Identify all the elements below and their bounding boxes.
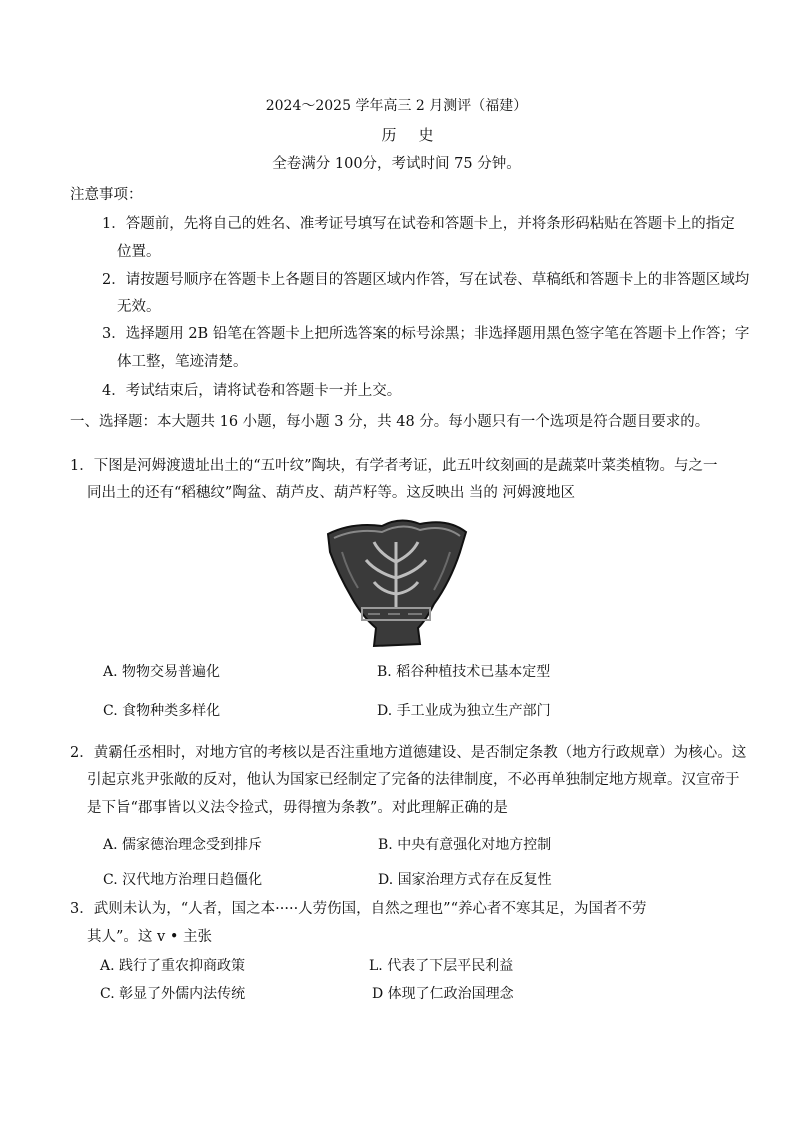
q2-option-c: C. 汉代地方治理日趋僵化 [103, 872, 263, 888]
q1-option-d: D. 手工业成为独立生产部门 [377, 703, 551, 719]
notice-item-2-line-1: 2．请按题号顺序在答题卡上各题目的答题区域内作答，写在试卷、草稿纸和答题卡上的非答题区域均 [102, 272, 750, 288]
q2-line-3: 是下旨“郡事皆以义法令捡式，毋得擅为条教”。对此理解正确的是 [87, 800, 508, 816]
exam-meta: 全卷满分 100分，考试时间 75 分钟。 [272, 156, 521, 172]
q3-option-a: A. 践行了重农抑商政策 [100, 958, 246, 974]
notice-item-2-line-2: 无效。 [117, 299, 161, 315]
section-heading: 一、选择题：本大题共 16 小题，每小题 3 分，共 48 分。每小题只有一个选项是符合题目要求的。 [70, 414, 710, 430]
q2-line-1: 2．黄霸任丞相时，对地方官的考核以是否注重地方道德建设、是否制定条教（地方行政规章）为核心。这 [70, 745, 747, 761]
exam-title: 2024～2025 学年高三 2 月测评（福建） [265, 98, 528, 114]
subject-title: 历史 [381, 126, 456, 144]
notice-item-4: 4．考试结束后，请将试卷和答题卡一并上交。 [102, 383, 402, 399]
notice-item-3-line-1: 3．选择题用 2B 铅笔在答题卡上把所选答案的标号涂黑；非选择题用黑色签字笔在答题卡上作答；字 [102, 326, 750, 342]
q3-option-d: D 体现了仁政治国理念 [372, 986, 514, 1002]
q2-option-d: D. 国家治理方式存在反复性 [378, 872, 552, 888]
notice-item-3-line-2: 体工整，笔迹清楚。 [117, 354, 248, 370]
q3-option-c: C. 彰显了外儒内法传统 [100, 986, 246, 1002]
q2-option-a: A. 儒家德治理念受到排斥 [103, 837, 263, 853]
notice-heading: 注意事项： [70, 187, 143, 203]
notice-item-1-line-1: 1．答题前，先将自己的姓名、准考证号填写在试卷和答题卡上，并将条形码粘贴在答题卡上的指定 [102, 216, 735, 232]
q1-line-1: 1．下图是河姆渡遗址出土的“五叶纹”陶块，有学者考证，此五叶纹刻画的是蔬菜叶菜类植物。与之一 [70, 458, 718, 474]
q1-option-c: C. 食物种类多样化 [103, 703, 221, 719]
q3-line-1: 3．武则未认为，“人者，国之本·····人劳伤国，自然之理也”“养心者不寒其足，为国者不劳 [70, 901, 647, 917]
q2-option-b: B. 中央有意强化对地方控制 [378, 837, 552, 853]
q3-line-2: 其人”。这 v • 主张 [87, 929, 212, 945]
q1-option-a: A. 物物交易普遍化 [103, 664, 221, 680]
q1-option-b: B. 稻谷种植技术已基本定型 [377, 664, 551, 680]
five-leaf-pottery-image [322, 512, 470, 652]
notice-item-1-line-2: 位置。 [117, 244, 161, 260]
q3-option-b: L. 代表了下层平民利益 [369, 958, 514, 974]
q1-line-2: 同出土的还有“稻穗纹”陶盆、葫芦皮、葫芦籽等。这反映出 当的 河姆渡地区 [87, 485, 576, 501]
q2-line-2: 引起京兆尹张敞的反对，他认为国家已经制定了完备的法律制度，不必再单独制定地方规章。汉宣帝于 [87, 772, 740, 788]
